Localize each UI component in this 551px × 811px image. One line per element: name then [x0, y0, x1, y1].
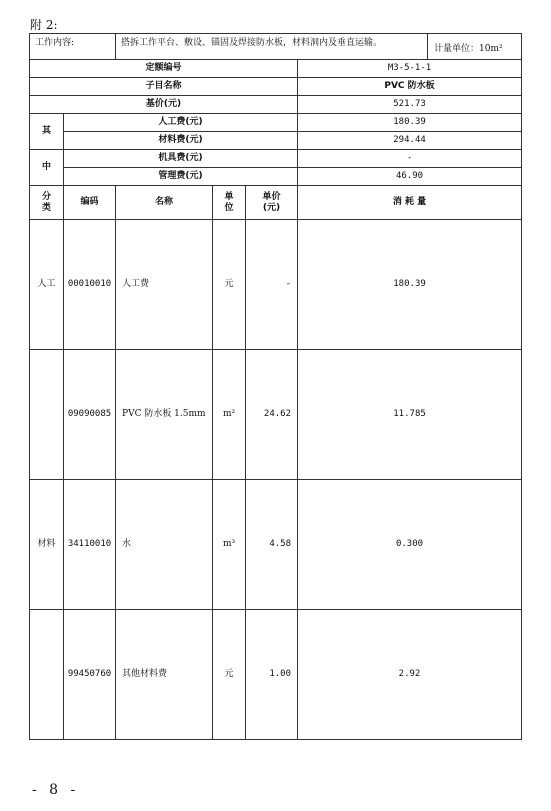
row-name: 其他材料费 [116, 610, 213, 740]
quota-code-row [30, 60, 522, 78]
management-cost-label: 管理费(元) [64, 168, 298, 186]
unit-of-measure: 计量单位：10m² [428, 34, 522, 60]
row-unit-price: - [246, 220, 298, 350]
table-row [30, 220, 522, 350]
labor-cost-value: 180.39 [298, 114, 522, 132]
column-code: 编码 [64, 186, 116, 220]
management-cost-value: 46.90 [298, 168, 522, 186]
base-price-label: 基价(元) [30, 96, 298, 114]
row-consumption: 0.300 [298, 480, 522, 610]
quota-code-value: M3-5-1-1 [298, 60, 522, 78]
work-content-row [30, 34, 522, 60]
row-unit: 元 [213, 610, 246, 740]
row-unit-price: 24.62 [246, 350, 298, 480]
row-unit-price: 4.58 [246, 480, 298, 610]
machine-cost-value: - [298, 150, 522, 168]
work-content-label: 工作内容: [30, 34, 116, 60]
row-code: 09090085 [64, 350, 116, 480]
row-category: 材料 [30, 480, 64, 610]
of-which-top: 其 [30, 114, 64, 150]
row-name: 水 [116, 480, 213, 610]
machine-cost-row [30, 150, 522, 168]
quota-table [29, 33, 522, 740]
item-name-row [30, 78, 522, 96]
column-unit: 单 位 [213, 186, 246, 220]
machine-cost-label: 机具费(元) [64, 150, 298, 168]
row-unit: m² [213, 350, 246, 480]
row-code: 00010010 [64, 220, 116, 350]
management-cost-row [30, 168, 522, 186]
work-content-text: 搭拆工作平台、敷设、锚固及焊接防水板，材料洞内及垂直运输。 [116, 34, 428, 60]
appendix-label: 附 2: [30, 18, 58, 32]
row-consumption: 180.39 [298, 220, 522, 350]
item-name-label: 子目名称 [30, 78, 298, 96]
of-which-bottom: 中 [30, 150, 64, 186]
base-price-row [30, 96, 522, 114]
row-category: 人工 [30, 220, 64, 350]
row-consumption: 11.785 [298, 350, 522, 480]
labor-cost-row [30, 114, 522, 132]
row-name: 人工费 [116, 220, 213, 350]
row-code: 99450760 [64, 610, 116, 740]
row-unit: m³ [213, 480, 246, 610]
column-name: 名称 [116, 186, 213, 220]
row-code: 34110010 [64, 480, 116, 610]
table-row [30, 350, 522, 480]
row-category [30, 610, 64, 740]
table-row [30, 610, 522, 740]
table-row [30, 480, 522, 610]
row-consumption: 2.92 [298, 610, 522, 740]
labor-cost-label: 人工费(元) [64, 114, 298, 132]
row-name: PVC 防水板 1.5mm [116, 350, 213, 480]
material-cost-row [30, 132, 522, 150]
quota-code-label: 定额编号 [30, 60, 298, 78]
base-price-value: 521.73 [298, 96, 522, 114]
row-unit-price: 1.00 [246, 610, 298, 740]
column-header-row [30, 186, 522, 220]
row-unit: 元 [213, 220, 246, 350]
material-cost-label: 材料费(元) [64, 132, 298, 150]
page-number: - 8 - [32, 782, 80, 798]
column-category: 分 类 [30, 186, 64, 220]
column-unit-price: 单价 (元) [246, 186, 298, 220]
column-consumption: 消 耗 量 [298, 186, 522, 220]
item-name-value: PVC 防水板 [298, 78, 522, 96]
material-cost-value: 294.44 [298, 132, 522, 150]
row-category [30, 350, 64, 480]
